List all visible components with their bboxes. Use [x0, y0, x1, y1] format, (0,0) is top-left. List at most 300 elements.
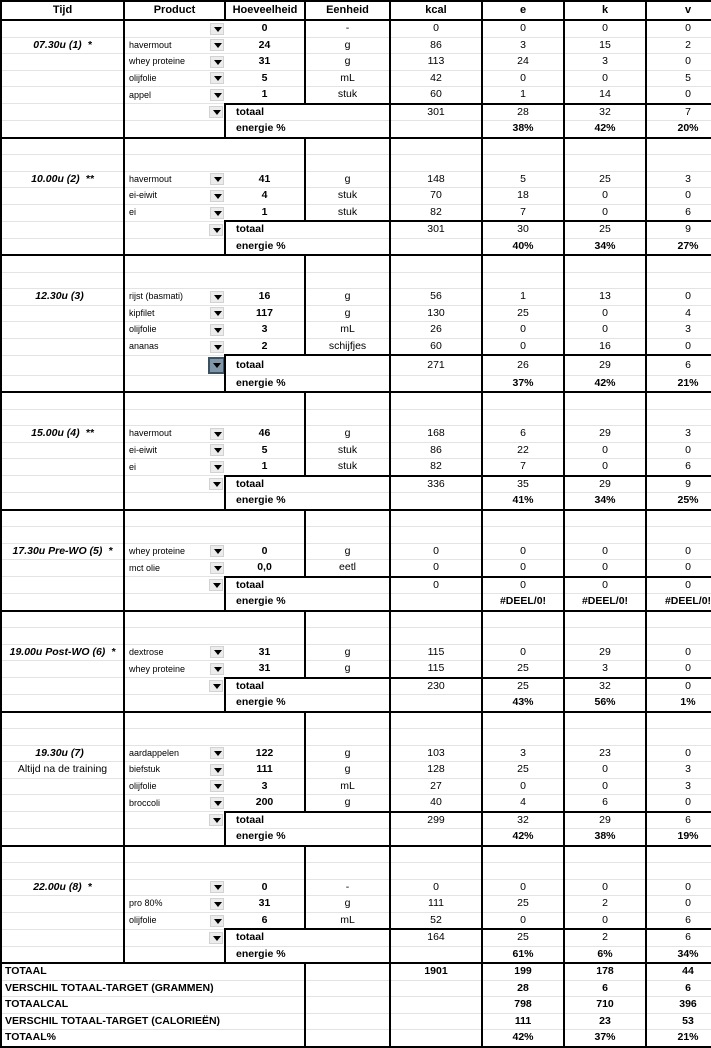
product-dropdown-cell[interactable] [208, 644, 225, 661]
quantity-cell[interactable]: 5 [225, 442, 305, 459]
quantity-cell[interactable]: 31 [225, 54, 305, 71]
blank-row [1, 510, 711, 527]
product-cell[interactable]: havermout [124, 426, 208, 443]
empty-cell [646, 409, 711, 426]
meal-time [1, 644, 124, 661]
time-cell [1, 54, 124, 71]
kcal-cell: 70 [390, 188, 482, 205]
product-cell [124, 392, 225, 409]
kcal-cell: 230 [390, 678, 482, 695]
e-pct-cell: 61% [482, 946, 564, 963]
e-pct-cell: 41% [482, 493, 564, 510]
empty-cell [482, 846, 564, 863]
dropdown-arrow-icon[interactable] [210, 72, 224, 84]
product-cell[interactable]: ei [124, 459, 208, 476]
v-cell: 0 [646, 678, 711, 695]
e-cell: 28 [482, 104, 564, 121]
quantity-cell[interactable]: 31 [225, 896, 305, 913]
summary-label: VERSCHIL TOTAAL-TARGET (CALORIEËN) [1, 1013, 305, 1030]
empty-cell [482, 712, 564, 729]
product-dropdown-cell[interactable] [208, 661, 225, 678]
product-cell[interactable]: olijfolie [124, 778, 208, 795]
k-cell: 0 [564, 459, 646, 476]
kcal-cell: 113 [390, 54, 482, 71]
quantity-cell[interactable]: 0 [225, 543, 305, 560]
empty-cell [482, 863, 564, 880]
unit-cell: g [305, 54, 390, 71]
product-cell[interactable]: kipfilet [124, 305, 208, 322]
product-dropdown-cell[interactable] [208, 912, 225, 929]
kcal-cell: 40 [390, 795, 482, 812]
product-dropdown-cell[interactable] [208, 289, 225, 306]
k-cell: 0 [564, 322, 646, 339]
quantity-cell[interactable]: 0,0 [225, 560, 305, 577]
time-cell [1, 221, 124, 238]
product-cell [124, 729, 225, 746]
dropdown-arrow-icon[interactable] [209, 680, 223, 692]
meal-time [1, 879, 124, 896]
e-pct-cell: #DEEL/0! [482, 594, 564, 611]
k-cell: 23 [564, 745, 646, 762]
quantity-cell[interactable]: 200 [225, 795, 305, 812]
quantity-cell[interactable]: 31 [225, 661, 305, 678]
e-cell: 199 [482, 963, 564, 980]
time-cell [1, 795, 124, 812]
dropdown-arrow-icon[interactable] [210, 881, 224, 893]
v-cell: 3 [646, 171, 711, 188]
kcal-cell [390, 121, 482, 138]
empty-cell [390, 846, 482, 863]
v-cell: 0 [646, 661, 711, 678]
quantity-cell[interactable]: 0 [225, 879, 305, 896]
dropdown-arrow-icon[interactable] [210, 444, 224, 456]
k-pct-cell: 34% [564, 238, 646, 255]
dropdown-arrow-icon[interactable] [210, 915, 224, 927]
energy-label: energie % [225, 946, 390, 963]
product-cell[interactable] [124, 678, 208, 695]
dropdown-arrow-icon[interactable] [209, 106, 223, 118]
kcal-cell: 148 [390, 171, 482, 188]
product-cell [124, 272, 225, 289]
quantity-cell[interactable]: 24 [225, 37, 305, 54]
k-cell: 32 [564, 678, 646, 695]
product-cell[interactable]: ei [124, 204, 208, 221]
product-dropdown-cell[interactable] [208, 896, 225, 913]
empty-cell [305, 628, 390, 645]
dropdown-arrow-icon[interactable] [210, 23, 224, 35]
product-dropdown-cell[interactable] [208, 812, 225, 829]
empty-cell [390, 628, 482, 645]
product-dropdown-cell[interactable] [208, 221, 225, 238]
empty-cell [225, 510, 305, 527]
product-dropdown-cell[interactable] [208, 87, 225, 104]
empty-cell [225, 611, 305, 628]
product-dropdown-cell[interactable] [208, 745, 225, 762]
dropdown-arrow-icon[interactable] [209, 814, 223, 826]
product-cell [124, 611, 225, 628]
meal-time-label: 15.00u (4) [31, 427, 80, 440]
product-dropdown-cell[interactable] [208, 322, 225, 339]
meal-energy-row [1, 695, 711, 712]
product-cell[interactable] [124, 812, 208, 829]
product-cell[interactable] [124, 221, 208, 238]
time-cell [1, 70, 124, 87]
kcal-cell: 103 [390, 745, 482, 762]
v-cell: 0 [646, 54, 711, 71]
time-cell [1, 322, 124, 339]
e-cell: 25 [482, 678, 564, 695]
e-cell: 0 [482, 879, 564, 896]
k-cell: 29 [564, 355, 646, 375]
blank-row [1, 729, 711, 746]
product-dropdown-cell[interactable] [208, 305, 225, 322]
kcal-cell: 336 [390, 476, 482, 493]
product-cell[interactable]: ei-eiwit [124, 442, 208, 459]
empty-cell [482, 409, 564, 426]
empty-cell [305, 155, 390, 172]
empty-cell [564, 729, 646, 746]
product-cell[interactable]: dextrose [124, 644, 208, 661]
e-cell: 30 [482, 221, 564, 238]
empty-cell [646, 510, 711, 527]
dropdown-arrow-icon[interactable] [210, 663, 224, 675]
time-cell [1, 104, 124, 121]
product-cell [124, 409, 225, 426]
e-pct-cell: 40% [482, 238, 564, 255]
product-dropdown-cell[interactable] [208, 543, 225, 560]
dropdown-arrow-icon[interactable] [210, 307, 224, 319]
blank-row [1, 138, 711, 155]
product-dropdown-cell[interactable] [208, 795, 225, 812]
meal-item-row [1, 762, 711, 779]
dropdown-arrow-icon[interactable] [210, 291, 224, 303]
dropdown-arrow-icon[interactable] [210, 797, 224, 809]
empty-cell [564, 527, 646, 544]
e-cell: 25 [482, 929, 564, 946]
time-cell [1, 611, 124, 628]
v-cell: 0 [646, 442, 711, 459]
quantity-cell[interactable]: 111 [225, 762, 305, 779]
unit-cell: eetl [305, 560, 390, 577]
time-cell [1, 375, 124, 392]
product-dropdown-cell[interactable] [208, 929, 225, 946]
product-cell[interactable] [124, 104, 208, 121]
k-cell: 32 [564, 104, 646, 121]
product-dropdown-cell[interactable] [208, 37, 225, 54]
kcal-cell: 0 [390, 543, 482, 560]
product-dropdown-cell[interactable] [208, 879, 225, 896]
k-cell: 37% [564, 1030, 646, 1047]
k-cell: 0 [564, 560, 646, 577]
product-dropdown-cell[interactable] [208, 459, 225, 476]
k-cell: 2 [564, 896, 646, 913]
empty-cell [390, 409, 482, 426]
empty-cell [646, 611, 711, 628]
meal-item-row [1, 426, 711, 443]
product-cell [124, 846, 225, 863]
dropdown-arrow-icon[interactable] [210, 190, 224, 202]
dropdown-arrow-icon[interactable] [210, 562, 224, 574]
product-dropdown-cell[interactable] [208, 104, 225, 121]
empty-cell [646, 155, 711, 172]
k-cell: 178 [564, 963, 646, 980]
kcal-cell [390, 1030, 482, 1047]
dropdown-arrow-icon[interactable] [210, 89, 224, 101]
v-cell: 6 [646, 929, 711, 946]
quantity-cell[interactable]: 122 [225, 745, 305, 762]
kcal-cell: 111 [390, 896, 482, 913]
blank-row [1, 846, 711, 863]
kcal-cell: 130 [390, 305, 482, 322]
product-cell [124, 255, 225, 272]
meal-time-label: 19.00u Post-WO (6) [9, 645, 106, 658]
product-cell[interactable] [124, 879, 208, 896]
header-kcal: kcal [390, 1, 482, 20]
product-dropdown-cell[interactable] [208, 476, 225, 493]
header-tijd: Tijd [1, 1, 124, 20]
product-dropdown-cell[interactable] [208, 188, 225, 205]
empty-cell [564, 846, 646, 863]
product-cell[interactable]: pro 80% [124, 896, 208, 913]
summary-row [1, 980, 711, 997]
product-dropdown-cell[interactable] [208, 426, 225, 443]
product-dropdown-cell[interactable] [208, 171, 225, 188]
v-cell: 4 [646, 305, 711, 322]
product-dropdown-cell[interactable] [208, 338, 225, 355]
time-cell [1, 678, 124, 695]
product-cell[interactable]: havermout [124, 37, 208, 54]
empty-cell [225, 712, 305, 729]
product-dropdown-cell[interactable] [208, 54, 225, 71]
quantity-cell[interactable]: 1 [225, 459, 305, 476]
product-cell[interactable]: whey proteine [124, 54, 208, 71]
e-cell: 0 [482, 322, 564, 339]
e-cell: 0 [482, 912, 564, 929]
dropdown-arrow-icon[interactable] [210, 207, 224, 219]
k-cell: 29 [564, 426, 646, 443]
dropdown-arrow-icon[interactable] [210, 173, 224, 185]
dropdown-arrow-icon[interactable] [210, 324, 224, 336]
kcal-cell: 128 [390, 762, 482, 779]
dropdown-arrow-icon[interactable] [208, 357, 225, 374]
time-cell [1, 896, 124, 913]
meal-time-label: 17.30u Pre-WO (5) [12, 544, 103, 557]
dropdown-arrow-icon[interactable] [210, 545, 224, 557]
product-dropdown-cell[interactable] [208, 560, 225, 577]
meal-item-row [1, 338, 711, 355]
product-cell [124, 238, 225, 255]
kcal-cell: 86 [390, 37, 482, 54]
quantity-cell[interactable]: 1 [225, 87, 305, 104]
meal-time-label: 12.30u (3) [35, 290, 84, 303]
e-cell: 25 [482, 762, 564, 779]
dropdown-arrow-icon[interactable] [210, 341, 224, 353]
v-cell: 0 [646, 543, 711, 560]
quantity-cell[interactable]: 2 [225, 338, 305, 355]
v-cell: 0 [646, 289, 711, 306]
product-cell[interactable]: havermout [124, 171, 208, 188]
product-cell[interactable]: biefstuk [124, 762, 208, 779]
kcal-cell: 1901 [390, 963, 482, 980]
empty-cell [305, 527, 390, 544]
unit-cell: stuk [305, 459, 390, 476]
product-cell[interactable]: broccoli [124, 795, 208, 812]
product-cell[interactable]: whey proteine [124, 543, 208, 560]
k-cell: 0 [564, 188, 646, 205]
quantity-cell[interactable]: 41 [225, 171, 305, 188]
total-label: totaal [225, 812, 390, 829]
dropdown-arrow-icon[interactable] [209, 478, 223, 490]
kcal-cell: 301 [390, 104, 482, 121]
quantity-cell[interactable]: 46 [225, 426, 305, 443]
dropdown-arrow-icon[interactable] [210, 428, 224, 440]
unit-cell: g [305, 305, 390, 322]
product-cell[interactable]: appel [124, 87, 208, 104]
k-cell: 15 [564, 37, 646, 54]
empty-cell [305, 392, 390, 409]
empty-cell [482, 510, 564, 527]
meal-time-label: 22.00u (8) [33, 880, 82, 893]
dropdown-arrow-icon[interactable] [210, 780, 224, 792]
k-pct-cell: 42% [564, 121, 646, 138]
summary-row [1, 1013, 711, 1030]
empty-cell [564, 138, 646, 155]
product-cell[interactable] [124, 577, 208, 594]
meal-item-row [1, 305, 711, 322]
kcal-cell: 60 [390, 87, 482, 104]
e-cell: 0 [482, 778, 564, 795]
v-cell: 3 [646, 778, 711, 795]
product-dropdown-cell[interactable] [208, 577, 225, 594]
product-cell[interactable] [124, 355, 208, 375]
v-cell: 6 [646, 812, 711, 829]
product-cell[interactable]: olijfolie [124, 70, 208, 87]
total-label: totaal [225, 355, 390, 375]
dropdown-arrow-icon[interactable] [210, 747, 224, 759]
e-cell: 7 [482, 459, 564, 476]
k-pct-cell: 42% [564, 375, 646, 392]
empty-cell [225, 138, 305, 155]
e-cell: 26 [482, 355, 564, 375]
meal-total-row [1, 577, 711, 594]
quantity-cell[interactable]: 117 [225, 305, 305, 322]
time-cell [1, 409, 124, 426]
e-cell: 0 [482, 644, 564, 661]
quantity-cell[interactable]: 3 [225, 322, 305, 339]
summary-row [1, 963, 711, 980]
quantity-cell[interactable]: 16 [225, 289, 305, 306]
empty-cell [305, 980, 390, 997]
dropdown-arrow-icon[interactable] [209, 579, 223, 591]
dropdown-arrow-icon[interactable] [210, 56, 224, 68]
product-dropdown-cell[interactable] [208, 355, 225, 375]
time-cell [1, 778, 124, 795]
unit-cell: g [305, 762, 390, 779]
unit-cell: g [305, 745, 390, 762]
quantity-cell[interactable]: 4 [225, 188, 305, 205]
blank-row [1, 409, 711, 426]
dropdown-arrow-icon[interactable] [210, 461, 224, 473]
product-cell[interactable]: whey proteine [124, 661, 208, 678]
product-dropdown-cell[interactable] [208, 778, 225, 795]
empty-cell [225, 392, 305, 409]
kcal-cell: 52 [390, 912, 482, 929]
empty-cell [390, 510, 482, 527]
total-label: totaal [225, 929, 390, 946]
dropdown-arrow-icon[interactable] [210, 39, 224, 51]
product-cell[interactable]: olijfolie [124, 322, 208, 339]
product-cell[interactable]: aardappelen [124, 745, 208, 762]
dropdown-arrow-icon[interactable] [209, 932, 223, 944]
product-cell [124, 155, 225, 172]
dropdown-arrow-icon[interactable] [210, 764, 224, 776]
k-cell: 2 [564, 929, 646, 946]
kcal-cell: 115 [390, 661, 482, 678]
v-pct-cell: 27% [646, 238, 711, 255]
quantity-cell[interactable]: 1 [225, 204, 305, 221]
blank-row [1, 155, 711, 172]
kcal-cell [390, 594, 482, 611]
meal-time [1, 37, 124, 54]
unit-cell: mL [305, 912, 390, 929]
dropdown-arrow-icon[interactable] [209, 224, 223, 236]
quantity-cell[interactable]: 6 [225, 912, 305, 929]
empty-cell [482, 272, 564, 289]
kcal-cell: 299 [390, 812, 482, 829]
meal-total-row [1, 929, 711, 946]
kcal-cell [390, 997, 482, 1014]
empty-cell [305, 138, 390, 155]
time-cell [1, 527, 124, 544]
product-cell[interactable]: ei-eiwit [124, 188, 208, 205]
quantity-cell[interactable]: 5 [225, 70, 305, 87]
dropdown-arrow-icon[interactable] [210, 646, 224, 658]
product-dropdown-cell[interactable] [208, 442, 225, 459]
k-pct-cell: 34% [564, 493, 646, 510]
product-dropdown-cell[interactable] [208, 678, 225, 695]
v-cell: 0 [646, 644, 711, 661]
time-cell [1, 628, 124, 645]
product-cell[interactable]: rijst (basmati) [124, 289, 208, 306]
meal-total-row [1, 678, 711, 695]
product-cell[interactable]: olijfolie [124, 912, 208, 929]
product-dropdown-cell[interactable] [208, 20, 225, 37]
product-cell[interactable]: ananas [124, 338, 208, 355]
quantity-cell[interactable]: 31 [225, 644, 305, 661]
quantity-cell[interactable]: 3 [225, 778, 305, 795]
product-cell[interactable] [124, 20, 208, 37]
k-cell: 0 [564, 577, 646, 594]
product-dropdown-cell[interactable] [208, 70, 225, 87]
product-cell[interactable]: mct olie [124, 560, 208, 577]
empty-cell [564, 712, 646, 729]
product-dropdown-cell[interactable] [208, 204, 225, 221]
dropdown-arrow-icon[interactable] [210, 898, 224, 910]
product-cell[interactable] [124, 476, 208, 493]
k-cell: 29 [564, 476, 646, 493]
e-cell: 111 [482, 1013, 564, 1030]
product-cell[interactable] [124, 929, 208, 946]
sheet-body [1, 20, 711, 1047]
v-pct-cell: 21% [646, 375, 711, 392]
unit-cell: g [305, 896, 390, 913]
time-cell [1, 305, 124, 322]
quantity-cell[interactable]: 0 [225, 20, 305, 37]
empty-cell [646, 712, 711, 729]
product-dropdown-cell[interactable] [208, 762, 225, 779]
unit-cell: g [305, 661, 390, 678]
unit-cell: mL [305, 778, 390, 795]
